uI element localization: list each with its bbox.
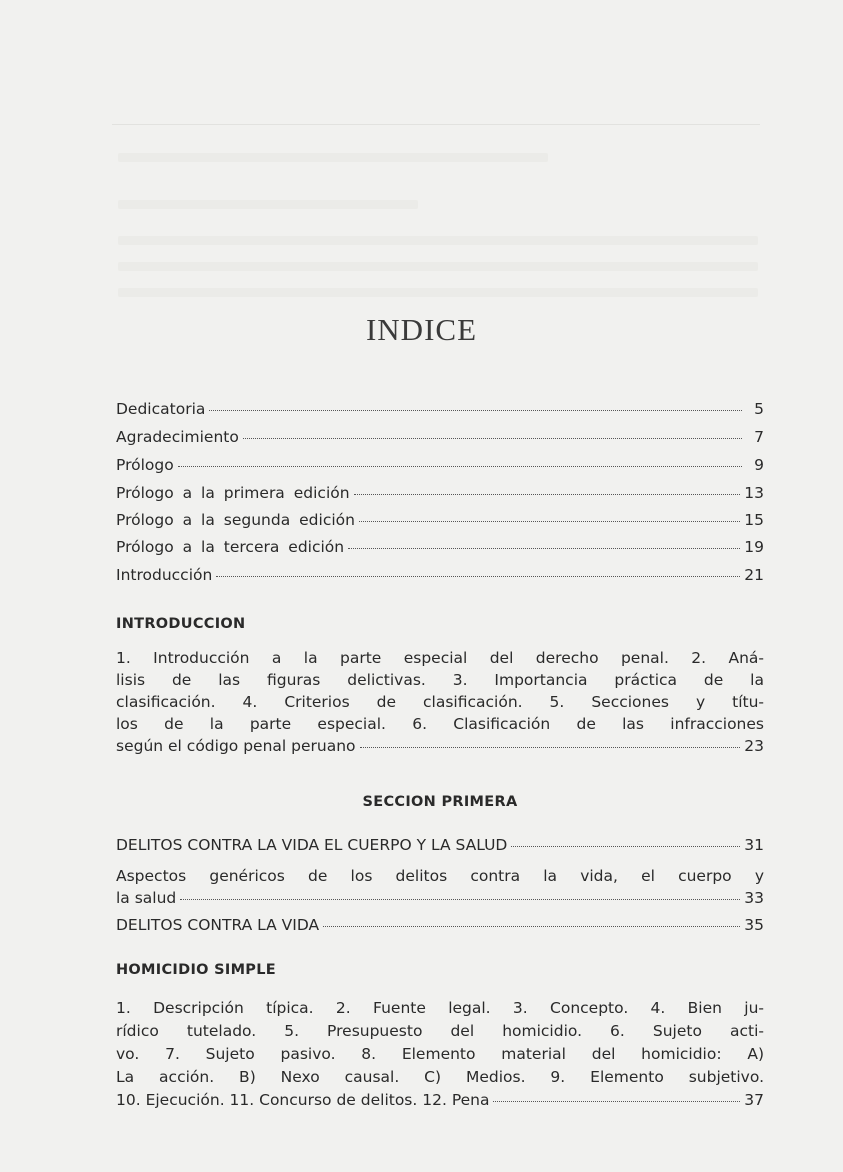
toc-page-number: 9	[754, 456, 764, 474]
bleed-through-line	[118, 236, 758, 245]
paragraph-line-text: La acción. B) Nexo causal. C) Medios. 9. Elemento subjetivo.	[116, 1068, 764, 1086]
paragraph-line	[116, 692, 764, 712]
paragraph-line	[116, 998, 764, 1018]
toc-entry-prologo-primera	[116, 484, 764, 504]
toc-page-number: 35	[744, 916, 764, 934]
section-heading-seccion-primera: SECCION PRIMERA	[362, 794, 518, 810]
paragraph-line-text: 1. Introducción a la parte especial del derecho penal. 2. Aná-	[116, 649, 764, 667]
paragraph-line	[116, 670, 764, 690]
toc-page-number: 19	[744, 538, 764, 556]
toc-entry-label: Prólogo a la tercera edición	[116, 538, 345, 556]
paragraph-line-text: los de la parte especial. 6. Clasificación de las infracciones	[116, 715, 764, 733]
paragraph-line	[116, 648, 764, 668]
paragraph-line-text: la salud	[116, 889, 177, 907]
toc-page-number: 7	[754, 428, 764, 446]
toc-paragraph-introduccion	[116, 648, 764, 756]
paragraph-line-text: Aspectos genéricos de los delitos contra la vida, el cuerpo y	[116, 867, 764, 885]
bleed-through-line	[118, 153, 548, 162]
toc-paragraph-homicidio-simple	[116, 998, 764, 1110]
leader-dots	[180, 899, 740, 900]
toc-page-number: 23	[744, 737, 764, 755]
paragraph-line	[116, 1044, 764, 1064]
paragraph-line	[116, 736, 764, 756]
paragraph-line-text: rídico tutelado. 5. Presupuesto del homicidio. 6. Sujeto acti-	[116, 1022, 764, 1040]
toc-entry-prologo-segunda	[116, 511, 764, 531]
paragraph-line	[116, 714, 764, 734]
leader-dots	[348, 548, 740, 549]
leader-dots	[511, 846, 740, 847]
toc-entry-prologo-tercera	[116, 538, 764, 558]
toc-page-number: 15	[744, 511, 764, 529]
toc-page-number: 31	[744, 836, 764, 854]
leader-dots	[360, 747, 741, 748]
toc-page-number: 13	[744, 484, 764, 502]
bleed-through-line	[118, 288, 758, 297]
section-heading-homicidio-simple: HOMICIDIO SIMPLE	[116, 962, 276, 978]
leader-dots	[354, 494, 741, 495]
leader-dots	[323, 926, 740, 927]
toc-entry-prologo	[116, 456, 764, 476]
toc-page-number: 33	[744, 889, 764, 907]
leader-dots	[359, 521, 740, 522]
section-heading-introduccion: INTRODUCCION	[116, 616, 246, 632]
leader-dots	[178, 466, 742, 467]
toc-entry-dedicatoria	[116, 400, 764, 420]
toc-paragraph-aspectos	[116, 866, 764, 908]
leader-dots	[209, 410, 742, 411]
bleed-through-line	[118, 262, 758, 271]
paragraph-line-text: lisis de las figuras delictivas. 3. Importancia práctica de la	[116, 671, 764, 689]
toc-entry-label: Dedicatoria	[116, 400, 206, 418]
paragraph-line	[116, 1090, 764, 1110]
toc-entry-introduccion	[116, 566, 764, 586]
leader-dots	[493, 1101, 740, 1102]
paragraph-line	[116, 1021, 764, 1041]
toc-entry-label: DELITOS CONTRA LA VIDA EL CUERPO Y LA SALUD	[116, 836, 508, 854]
toc-entry-label: Prólogo	[116, 456, 174, 474]
paragraph-line-text: vo. 7. Sujeto pasivo. 8. Elemento material del homicidio: A)	[116, 1045, 764, 1063]
toc-entry-delitos-vida	[116, 916, 764, 936]
toc-entry-delitos-vida-cuerpo-salud	[116, 836, 764, 856]
toc-entry-label: DELITOS CONTRA LA VIDA	[116, 916, 320, 934]
toc-page-number: 5	[754, 400, 764, 418]
paragraph-line-text: según el código penal peruano	[116, 737, 356, 755]
page-title: INDICE	[365, 312, 478, 347]
bleed-through-rule	[112, 124, 760, 125]
toc-entry-agradecimiento	[116, 428, 764, 448]
toc-page-number: 21	[744, 566, 764, 584]
toc-entry-label: Prólogo a la segunda edición	[116, 511, 355, 529]
leader-dots	[243, 438, 742, 439]
toc-entry-label: Prólogo a la primera edición	[116, 484, 350, 502]
toc-page-number: 37	[744, 1091, 764, 1109]
toc-entry-label: Introducción	[116, 566, 213, 584]
paragraph-line-text: 10. Ejecución. 11. Concurso de delitos. 12. Pena	[116, 1091, 490, 1109]
paragraph-line-text: 1. Descripción típica. 2. Fuente legal. 3. Concepto. 4. Bien ju-	[116, 999, 764, 1017]
paragraph-line-text: clasificación. 4. Criterios de clasificación. 5. Secciones y títu-	[116, 693, 764, 711]
paragraph-line	[116, 866, 764, 886]
paragraph-line	[116, 1067, 764, 1087]
paragraph-line	[116, 888, 764, 908]
toc-entry-label: Agradecimiento	[116, 428, 239, 446]
leader-dots	[216, 576, 740, 577]
bleed-through-line	[118, 200, 418, 209]
